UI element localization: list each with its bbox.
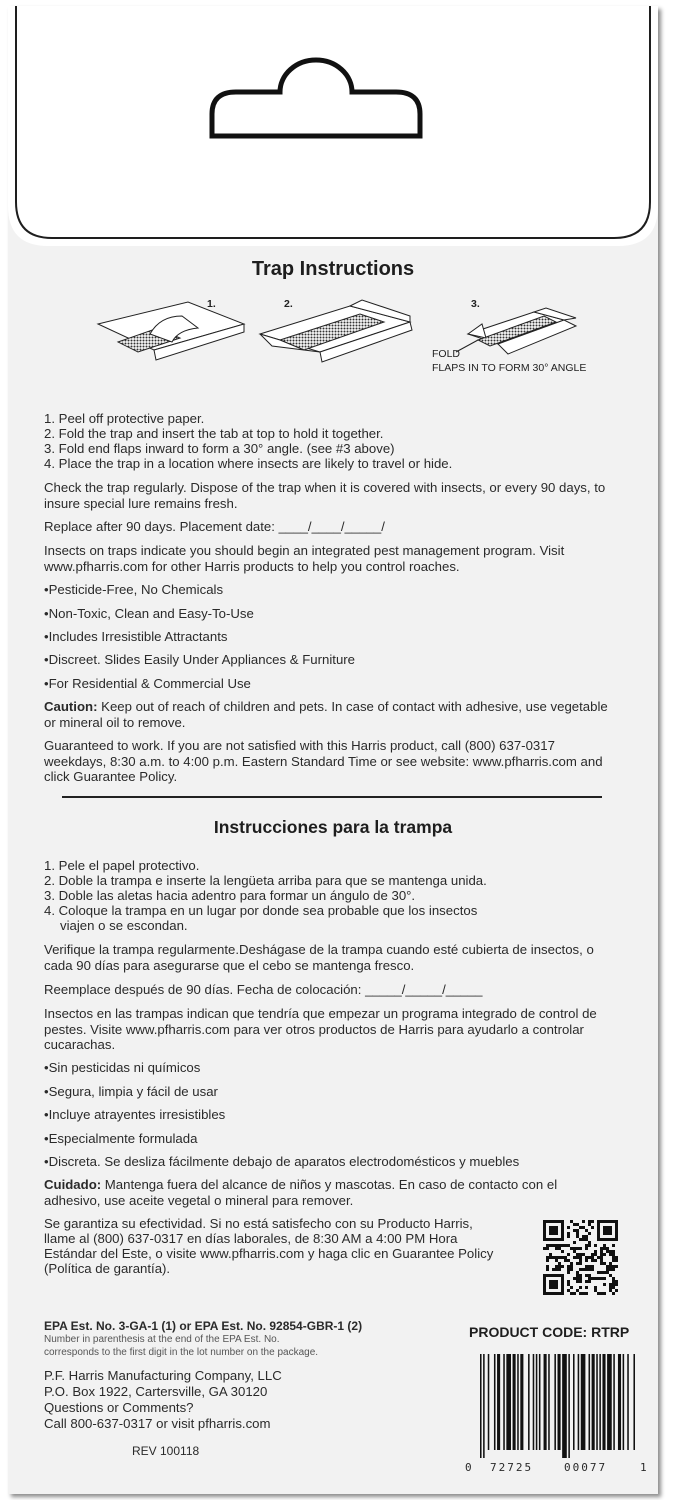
instrucciones-title: Instrucciones para la trampa (213, 817, 453, 837)
fig-caption: FLAPS IN TO FORM 30° ANGLE (432, 362, 587, 374)
es-caution-text: Mantenga fuera del alcance de niños y mascotas. En caso de contacto con el adhesivo, use aceite vegetal o mineral para remover. (44, 1177, 558, 1208)
en-replace-text: Replace after 90 days. Placement date: ____/____/_____/ (44, 519, 385, 534)
fig-fold-label: FOLD (432, 348, 461, 360)
barcode-digits-right: 00077 (564, 1461, 608, 1474)
en-bullet-3: • Includes Irresistible Attractants (44, 629, 227, 645)
revision-code: REV 100118 (132, 1444, 200, 1458)
es-insects-text: Insectos en las trampas indican que tendría que empezar un programa integrado de control de pestes. Visite www.pfharris.com para ver otros productos de Harris para ayudarlo a controlar cucarachas. (44, 1006, 597, 1052)
es-step-4: 4. Coloque la trampa en un lugar por donde sea probable que los insectos (44, 903, 478, 918)
es-caution (44, 1177, 610, 1208)
es-guarantee-1: Se garantiza su efectividad. Si no está satisfecho con su Producto Harris, (44, 1216, 473, 1231)
section-divider (62, 796, 602, 798)
hanger-flap (8, 6, 658, 256)
epa-note-1: Number in parenthesis at the end of the EPA Est. No. (44, 1334, 280, 1345)
barcode-digit-first: 0 (465, 1461, 472, 1474)
es-bullet-5: • Discreta. Se desliza fácilmente debajo de aparatos electrodomésticos y muebles (44, 1154, 519, 1170)
package-back (8, 6, 658, 1494)
es-bullet-4: • Especialmente formulada (44, 1131, 197, 1147)
en-step-2: 2. Fold the trap and insert the tab at top to hold it together. (44, 426, 384, 441)
fig-2-fold (260, 300, 412, 362)
questions-label: Questions or Comments? (44, 1400, 194, 1415)
company-address: P.O. Box 1922, Cartersville, GA 30120 (44, 1384, 268, 1399)
product-code: PRODUCT CODE: RTRP (469, 1324, 630, 1340)
fig-label-1: 1. (207, 298, 216, 310)
en-caution-text: Keep out of reach of children and pets. In case of contact with adhesive, use vegetable or mineral oil to remove. (44, 699, 608, 730)
barcode-digit-last: 1 (640, 1461, 647, 1474)
fig-label-2: 2. (284, 298, 293, 310)
es-step-2: 2. Doble la trampa e inserte la lengüeta arriba para que se mantenga unida. (44, 873, 487, 888)
es-caution-label: Cuidado: (44, 1177, 102, 1192)
en-bullet-2: • Non-Toxic, Clean and Easy-To-Use (44, 606, 254, 622)
en-caution (44, 699, 610, 730)
upc-barcode (476, 1354, 636, 1458)
es-step-3: 3. Doble las aletas hacia adentro para formar un ángulo de 30°. (44, 888, 416, 903)
fig-1-peel (98, 302, 244, 360)
es-guarantee-3: Estándar del Este, o visite www.pfharris.com y haga clic en Guarantee Policy (44, 1246, 494, 1261)
en-step-3: 3. Fold end flaps inward to form a 30° angle. (see #3 above) (44, 441, 395, 456)
trap-instructions-title: Trap Instructions (251, 258, 415, 280)
epa-note-2: corresponds to the first digit in the lot number on the package. (44, 1347, 319, 1358)
en-bullet-4: • Discreet. Slides Easily Under Appliances & Furniture (44, 652, 355, 668)
es-guarantee-2: llame al (800) 637-0317 en días laborales, de 8:30 AM a 4:00 PM Hora (44, 1231, 458, 1246)
fig-label-3: 3. (471, 298, 480, 310)
es-step-4-cont: viajen o se escondan. (60, 918, 188, 933)
en-bullet-1: • Pesticide-Free, No Chemicals (44, 582, 223, 598)
en-bullet-5: • For Residential & Commercial Use (44, 676, 251, 692)
en-insects-text: Insects on traps indicate you should begin an integrated pest management program. Visit www.pfharris.com for other Harris products to help you control roaches. (44, 543, 565, 574)
es-check-text: Verifique la trampa regularmente.Deshágase de la trampa cuando esté cubierta de insectos, o cada 90 días para asegurarse que el cebo se mantenga fresco. (44, 942, 594, 973)
es-bullet-1: • Sin pesticidas ni químicos (44, 1060, 200, 1076)
en-guarantee: Guaranteed to work. If you are not satisfied with this Harris product, call (800) 637-0317 weekdays, 8:30 a.m. to 4:00 p.m. Eastern Standard Time or see website: www.pfharris.com and click Guarantee Policy. (44, 738, 603, 784)
es-step-1: 1. Pele el papel protectivo. (44, 858, 200, 873)
en-step-4: 4. Place the trap in a location where insects are likely to travel or hide. (44, 456, 453, 471)
es-guarantee-4: (Política de garantía). (44, 1261, 171, 1276)
contact-line: Call 800-637-0317 or visit pfharris.com (44, 1416, 271, 1431)
es-bullet-2: • Segura, limpia y fácil de usar (44, 1084, 218, 1100)
es-replace-text: Reemplace después de 90 días. Fecha de colocación: _____/_____/_____ (44, 982, 483, 997)
epa-number: EPA Est. No. 3-GA-1 (1) or EPA Est. No. 92854-GBR-1 (2) (44, 1319, 363, 1333)
fig-3-flaps (456, 308, 576, 354)
es-bullet-3: • Incluye atrayentes irresistibles (44, 1107, 225, 1123)
company-name: P.F. Harris Manufacturing Company, LLC (44, 1368, 282, 1383)
en-caution-label: Caution: (44, 699, 98, 714)
barcode-digits-left: 72725 (490, 1461, 534, 1474)
en-step-1: 1. Peel off protective paper. (44, 411, 205, 426)
qr-code (543, 1220, 619, 1296)
en-check-text: Check the trap regularly. Dispose of the trap when it is covered with insects, or every 90 days, to insure special lure remains fresh. (44, 480, 606, 511)
